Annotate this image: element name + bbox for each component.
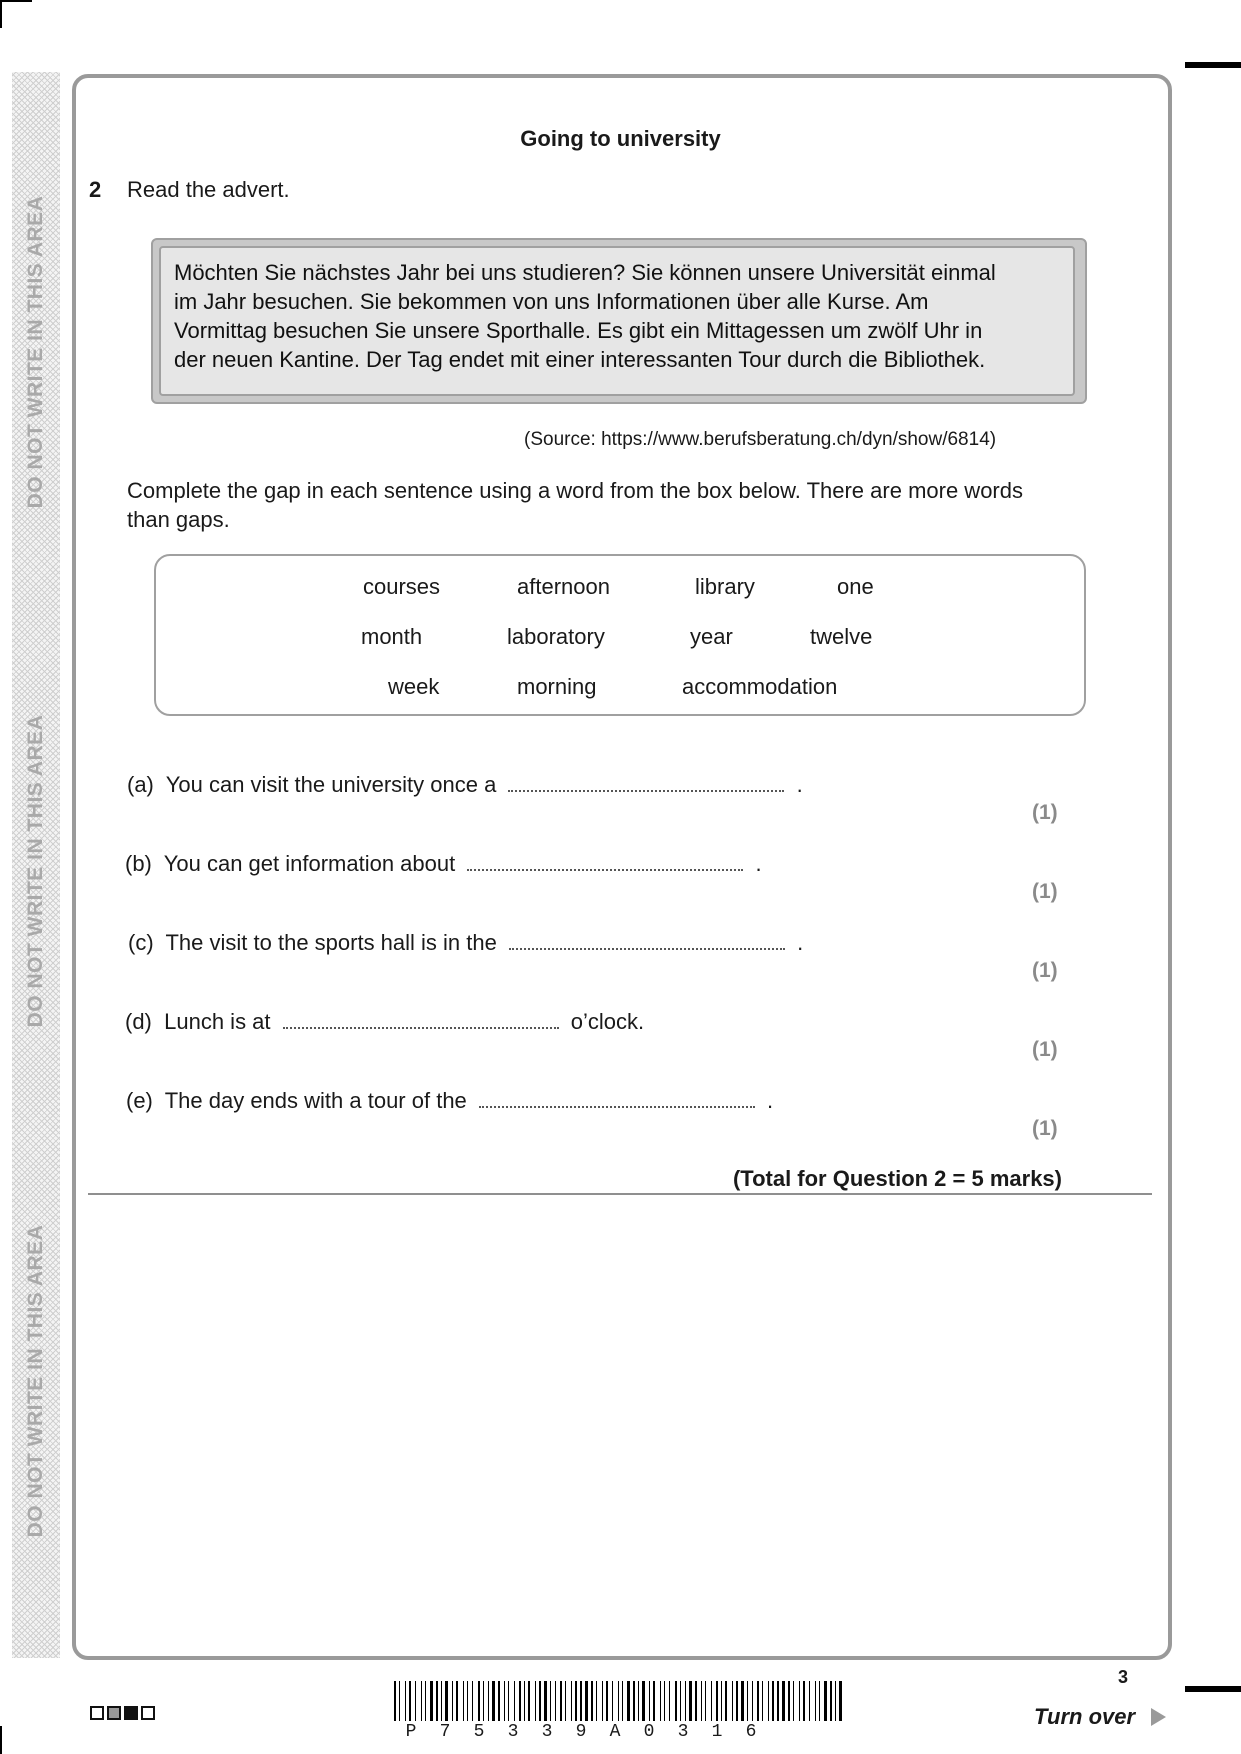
barcode-bar (839, 1681, 842, 1721)
barcode-bar (467, 1681, 468, 1721)
crop-mark (1185, 62, 1241, 68)
barcode-bar (405, 1681, 406, 1721)
subquestion-text: The visit to the sports hall is in the (165, 930, 497, 955)
barcode-bar (483, 1681, 484, 1721)
subquestion-text: You can visit the university once a (165, 772, 497, 797)
crop-mark (0, 1726, 2, 1754)
answer-gap[interactable] (479, 1092, 755, 1108)
barcode-bar (757, 1681, 759, 1721)
arrow-right-icon (1151, 1708, 1166, 1726)
barcode-digit: 3 (507, 1722, 519, 1742)
barcode-bar (660, 1681, 661, 1721)
question-number: 2 (89, 177, 102, 202)
subquestion-d (125, 1009, 644, 1035)
barcode-digit: 0 (643, 1722, 655, 1742)
barcode-bar (478, 1681, 480, 1721)
barcode-bar (803, 1681, 805, 1721)
registration-square (107, 1706, 121, 1720)
barcode-bar (680, 1681, 681, 1721)
answer-gap[interactable] (508, 776, 784, 792)
barcode-bar (539, 1681, 541, 1721)
barcode-bar (799, 1681, 800, 1721)
word-box-item: library (695, 574, 755, 599)
marks: (1) (1032, 880, 1058, 903)
marks: (1) (1032, 1038, 1058, 1061)
barcode-bar (642, 1681, 645, 1721)
crop-mark (1185, 1686, 1241, 1692)
word-box-item: laboratory (507, 624, 605, 649)
subquestion-c (128, 930, 803, 956)
barcode-bar (638, 1681, 639, 1721)
barcode-bar (441, 1681, 442, 1721)
barcode-bar (445, 1681, 448, 1721)
barcode-bar (815, 1681, 816, 1721)
subquestion-end: . (796, 772, 803, 797)
barcode-bar (788, 1681, 790, 1721)
barcode-bar (524, 1681, 525, 1721)
subquestion-b (125, 851, 762, 877)
advert-source: (Source: https://www.berufsberatung.ch/dyn/show/6814) (524, 429, 997, 450)
barcode-bar (571, 1681, 572, 1721)
turn-over-label: Turn over (1034, 1704, 1136, 1729)
barcode-bar (809, 1681, 810, 1721)
barcode-bar (725, 1681, 727, 1721)
barcode-bar (555, 1681, 556, 1721)
marks: (1) (1032, 1117, 1058, 1140)
barcode-bar (664, 1681, 665, 1721)
barcode-bar (633, 1681, 635, 1721)
marks: (1) (1032, 959, 1058, 982)
barcode-bar (508, 1681, 509, 1721)
barcode-bar (591, 1681, 593, 1721)
barcode-bar (498, 1681, 500, 1721)
barcode-digit: 3 (541, 1722, 553, 1742)
barcode-digit: 5 (473, 1722, 485, 1742)
advert-line: Möchten Sie nächstes Jahr bei uns studieren? Sie können unsere Universität einmal (174, 260, 996, 285)
barcode-bar (701, 1681, 702, 1721)
barcode-bar (675, 1681, 677, 1721)
subquestion-end: o’clock. (570, 1009, 645, 1034)
barcode-digit: 7 (439, 1722, 451, 1742)
advert-line: im Jahr besuchen. Sie bekommen von uns Informationen über alle Kurse. Am (174, 289, 929, 314)
question-intro: Read the advert. (127, 177, 290, 202)
word-box-item: twelve (810, 624, 873, 649)
subquestion-text: You can get information about (163, 851, 456, 876)
word-box-item: morning (517, 674, 597, 699)
section-title: Going to university (520, 126, 721, 151)
barcode-bar (519, 1681, 521, 1721)
word-box-item: afternoon (517, 574, 610, 599)
barcode-bar (752, 1681, 753, 1721)
barcode-bar (488, 1681, 489, 1721)
barcode-bar (830, 1681, 832, 1721)
barcode-bar (602, 1681, 603, 1721)
subquestion-label: (b) (125, 851, 152, 876)
barcode-bar (705, 1681, 706, 1721)
barcode (394, 1681, 844, 1721)
subquestion-e (126, 1088, 773, 1114)
barcode-bar (560, 1681, 562, 1721)
subquestion-end: . (755, 851, 762, 876)
divider (88, 1193, 1152, 1195)
barcode-bar (716, 1681, 718, 1721)
barcode-bar (721, 1681, 722, 1721)
barcode-bar (463, 1681, 464, 1721)
barcode-bar (695, 1681, 697, 1721)
barcode-bar (472, 1681, 473, 1721)
barcode-bar (456, 1681, 458, 1721)
barcode-bar (777, 1681, 779, 1721)
question-total: (Total for Question 2 = 5 marks) (732, 1166, 1062, 1191)
barcode-bar (685, 1681, 686, 1721)
word-box-item: month (361, 624, 423, 649)
barcode-digit: 9 (575, 1722, 587, 1742)
answer-gap[interactable] (283, 1013, 559, 1029)
word-box-item: year (690, 624, 733, 649)
barcode-bar (399, 1681, 400, 1721)
barcode-bar (711, 1681, 712, 1721)
registration-square (90, 1706, 104, 1720)
subquestion-label: (a) (127, 772, 154, 797)
barcode-bar (421, 1681, 422, 1721)
marks: (1) (1032, 801, 1058, 824)
barcode-bar (492, 1681, 495, 1721)
barcode-digit: A (609, 1722, 621, 1742)
barcode-bar (544, 1681, 547, 1721)
barcode-bar (762, 1681, 763, 1721)
registration-square (124, 1706, 138, 1720)
subquestion-a (127, 772, 803, 798)
barcode-bar (430, 1681, 433, 1721)
barcode-bar (689, 1681, 692, 1721)
barcode-bar (669, 1681, 670, 1721)
subquestion-end: . (767, 1088, 774, 1113)
word-box-item: courses (363, 574, 441, 599)
barcode-bar (550, 1681, 551, 1721)
crop-mark (0, 0, 32, 2)
barcode-digit: 1 (711, 1722, 723, 1742)
word-box (154, 554, 1086, 716)
advert-line: Vormittag besuchen Sie unsere Sporthalle. Es gibt ein Mittagessen um zwölf Uhr in (174, 318, 983, 343)
barcode-bar (622, 1681, 623, 1721)
barcode-digit: P (405, 1722, 417, 1742)
barcode-bar (452, 1681, 453, 1721)
barcode-bar (535, 1681, 536, 1721)
barcode-bar (528, 1681, 530, 1721)
barcode-bar (618, 1681, 619, 1721)
barcode-bar (835, 1681, 836, 1721)
barcode-bar (409, 1681, 411, 1721)
barcode-bar (732, 1681, 733, 1721)
advert-line: der neuen Kantine. Der Tag endet mit einer interessanten Tour durch die Bibliothek. (174, 347, 986, 372)
instructions: Complete the gap in each sentence using a word from the box below. There are more words than gaps. (127, 478, 1023, 532)
subquestion-label: (e) (126, 1088, 153, 1113)
barcode-bar (741, 1681, 744, 1721)
barcode-bar (394, 1681, 396, 1721)
answer-gap[interactable] (467, 855, 743, 871)
page-number: 3 (1118, 1667, 1129, 1687)
barcode-bar (824, 1681, 827, 1721)
barcode-bar (768, 1681, 769, 1721)
barcode-digits (394, 1722, 844, 1742)
advert-text (174, 258, 1064, 374)
barcode-bar (772, 1681, 774, 1721)
barcode-digit: 3 (677, 1722, 689, 1742)
barcode-bar (596, 1681, 597, 1721)
answer-gap[interactable] (509, 934, 785, 950)
barcode-bar (819, 1681, 820, 1721)
barcode-bar (747, 1681, 748, 1721)
crop-mark (0, 0, 2, 28)
barcode-bar (793, 1681, 794, 1721)
barcode-digit: 6 (745, 1722, 757, 1742)
barcode-bar (612, 1681, 613, 1721)
word-box-item: week (388, 674, 440, 699)
word-box-item: accommodation (682, 674, 838, 699)
subquestion-end: . (797, 930, 804, 955)
barcode-bar (736, 1681, 738, 1721)
barcode-bar (653, 1681, 655, 1721)
barcode-bar (627, 1681, 630, 1721)
word-box-item: one (837, 574, 874, 599)
barcode-bar (415, 1681, 416, 1721)
barcode-bar (585, 1681, 588, 1721)
subquestion-label: (d) (125, 1009, 152, 1034)
registration-square (141, 1706, 155, 1720)
barcode-bar (606, 1681, 608, 1721)
barcode-bar (425, 1681, 426, 1721)
barcode-bar (436, 1681, 438, 1721)
subquestion-text: Lunch is at (164, 1009, 271, 1034)
barcode-bar (782, 1681, 785, 1721)
barcode-bar (649, 1681, 650, 1721)
barcode-bar (514, 1681, 515, 1721)
subquestion-label: (c) (128, 930, 154, 955)
subquestion-text: The day ends with a tour of the (164, 1088, 467, 1113)
barcode-bar (575, 1681, 577, 1721)
barcode-bar (565, 1681, 566, 1721)
barcode-bar (580, 1681, 582, 1721)
barcode-bar (504, 1681, 505, 1721)
